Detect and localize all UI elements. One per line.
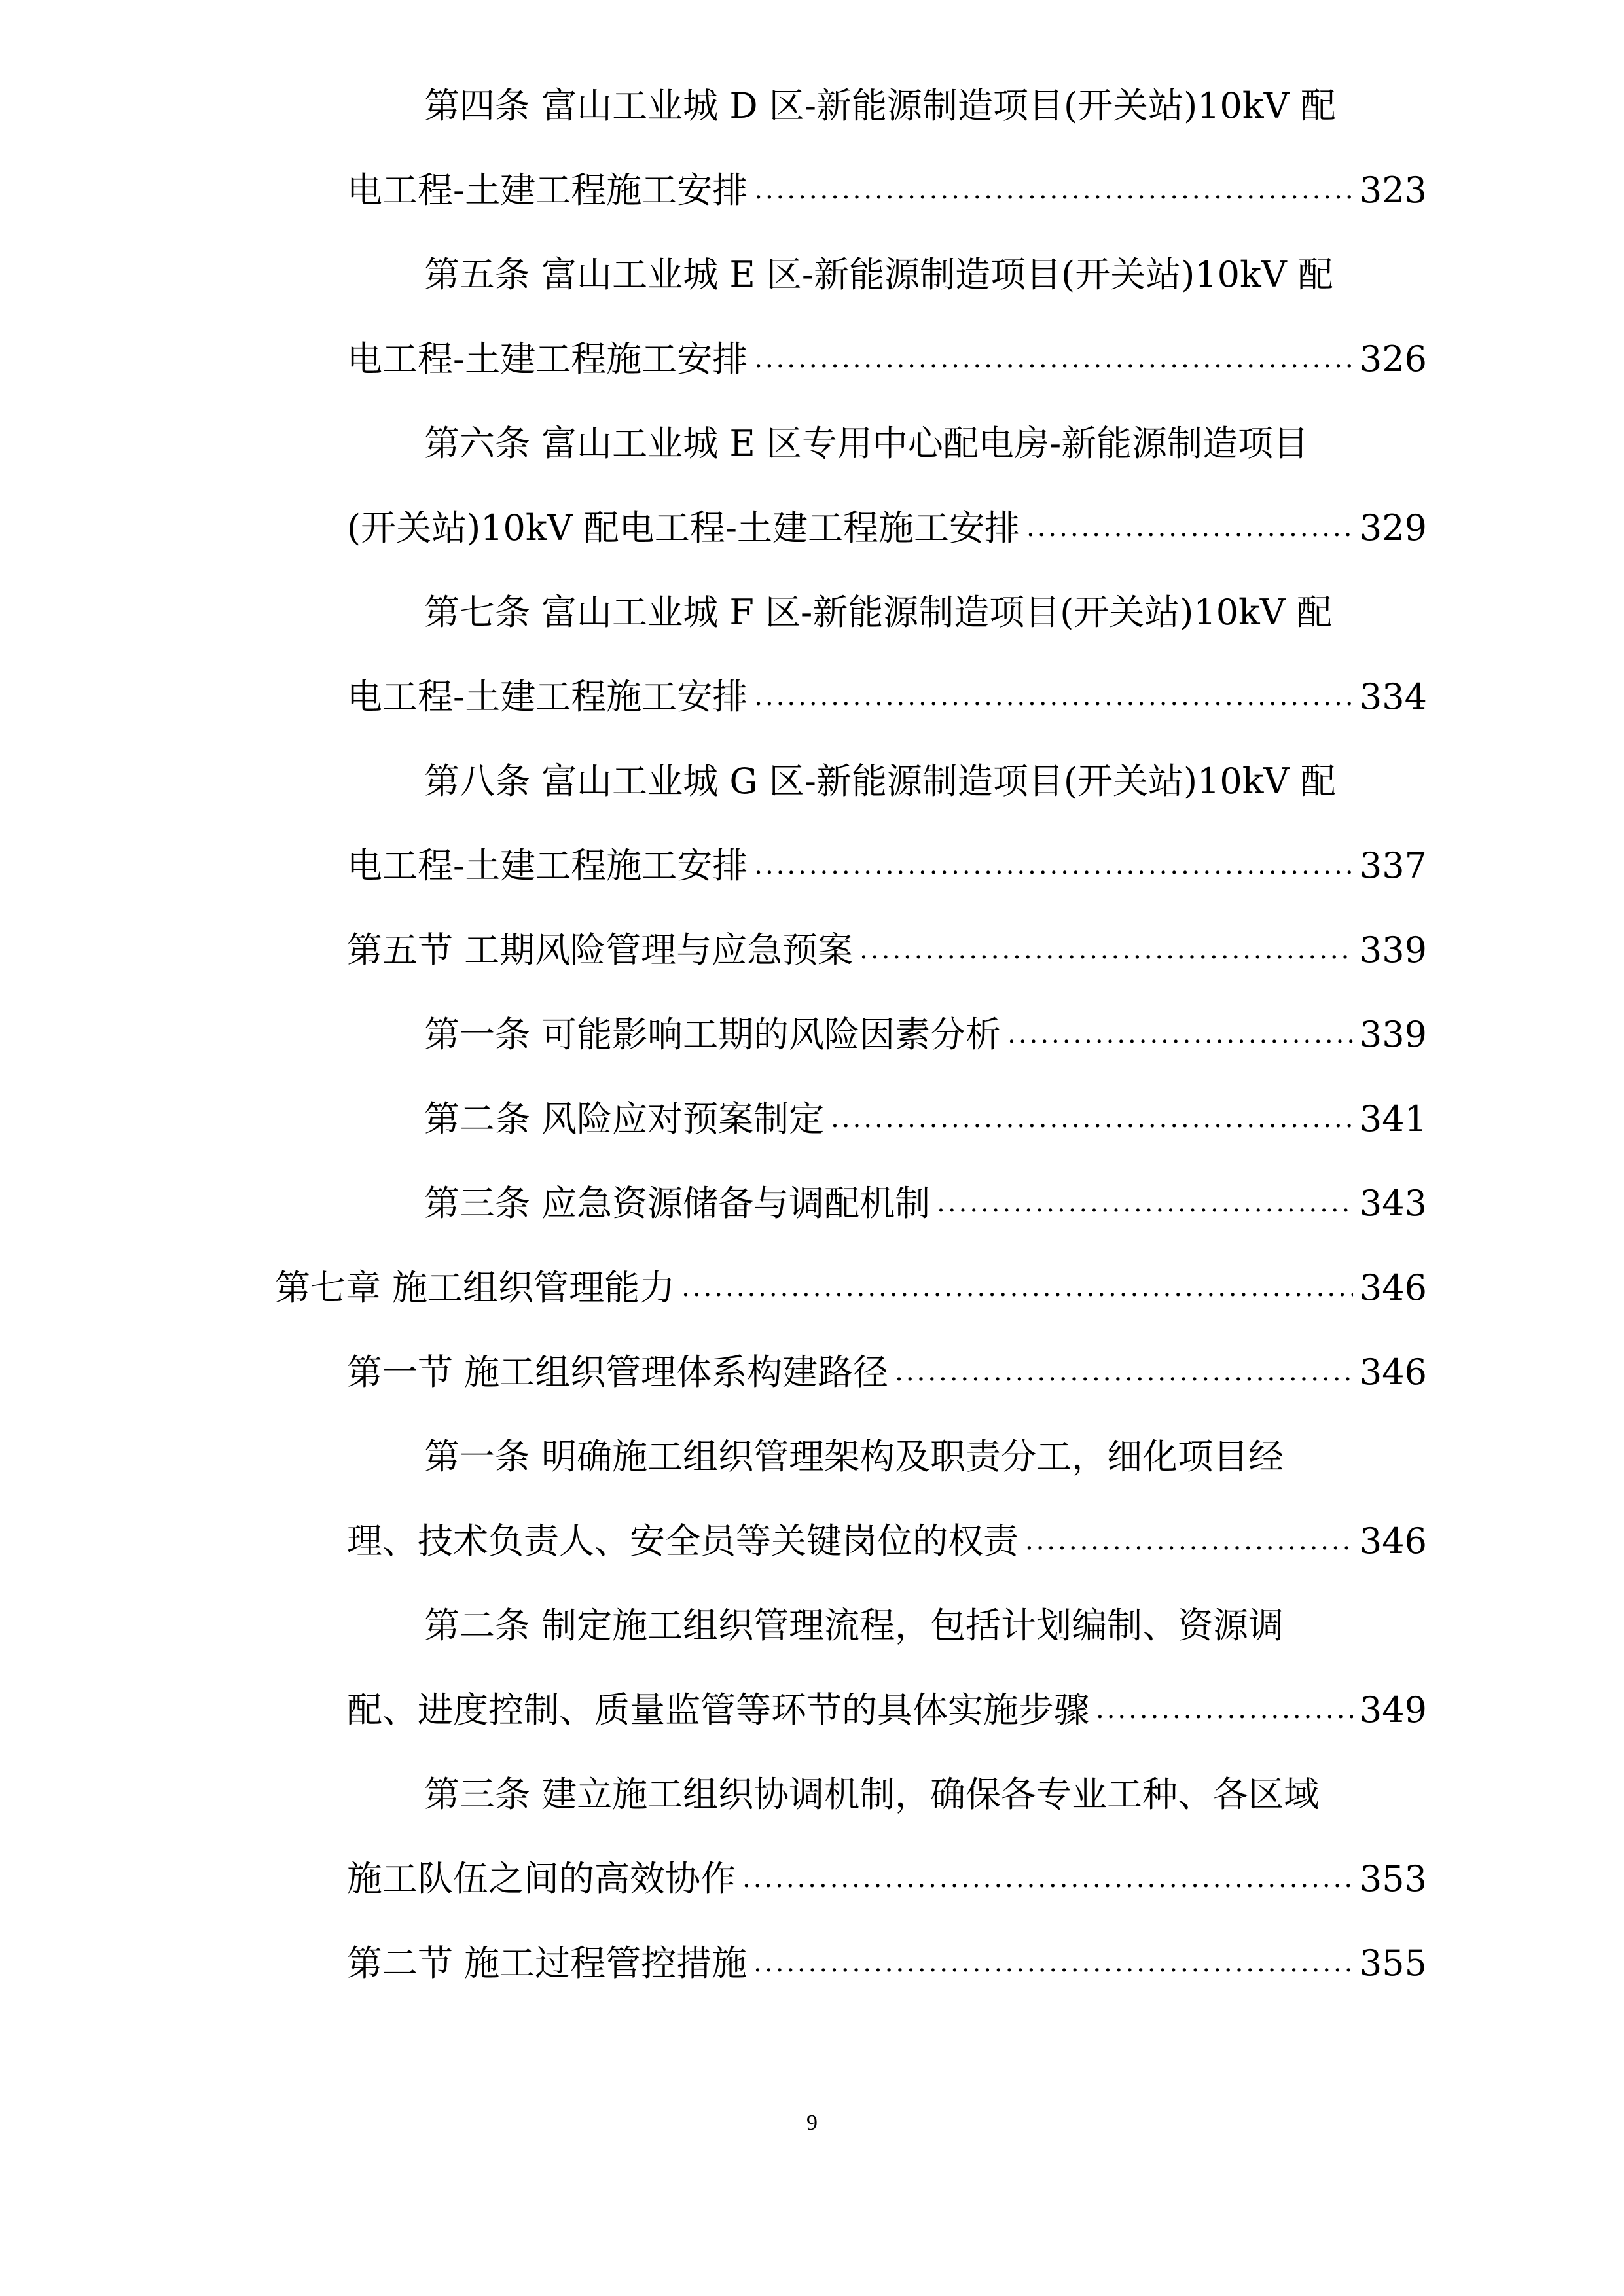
toc-entry-title: 第一节 施工组织管理体系构建路径 [347, 1352, 889, 1393]
toc-article-entry[interactable] [0, 1077, 1427, 1161]
toc-page-number: 343 [1359, 1183, 1427, 1224]
toc-article-entry[interactable] [0, 1161, 1427, 1246]
toc-entry-line[interactable] [0, 1837, 1427, 1921]
toc-page-number: 339 [1359, 1014, 1427, 1055]
toc-entry-title: 电工程-土建工程施工安排 [347, 676, 748, 717]
toc-entry-line[interactable] [0, 401, 1427, 486]
toc-entry-line[interactable] [0, 823, 1427, 908]
dot-leader [754, 148, 1353, 232]
toc-page-number: 346 [1359, 1352, 1427, 1393]
dot-leader [754, 655, 1353, 739]
toc-page-number: 339 [1359, 929, 1427, 971]
toc-entry-line[interactable] [0, 1414, 1427, 1499]
toc-entry-title: 第六条 富山工业城 E 区专用中心配电房-新能源制造项目 [424, 423, 1309, 464]
toc-entry-title: 第三条 应急资源储备与调配机制 [424, 1183, 931, 1224]
toc-article-entry[interactable] [0, 992, 1427, 1077]
dot-leader [754, 317, 1353, 401]
toc-entry-title: 第二节 施工过程管控措施 [347, 1943, 748, 1984]
toc-entry-line[interactable] [0, 63, 1427, 148]
toc-page-number: 349 [1359, 1689, 1427, 1731]
table-of-contents [0, 63, 1624, 2005]
toc-page-number: 346 [1359, 1267, 1427, 1308]
toc-entry-title: 第三条 建立施工组织协调机制，确保各专业工种、各区域 [424, 1774, 1320, 1815]
toc-entry-line[interactable] [0, 1583, 1427, 1668]
toc-section-entry[interactable] [0, 908, 1427, 992]
toc-entry-title: 电工程-土建工程施工安排 [347, 338, 748, 380]
toc-entry-title: 第四条 富山工业城 D 区-新能源制造项目(开关站)10kV 配 [424, 85, 1336, 126]
toc-entry-title: 第七章 施工组织管理能力 [275, 1267, 676, 1308]
dot-leader [742, 1837, 1353, 1921]
toc-entry-line[interactable] [0, 317, 1427, 401]
toc-entry-title: 第二条 制定施工组织管理流程，包括计划编制、资源调 [424, 1605, 1284, 1646]
toc-entry-line[interactable] [0, 1752, 1427, 1837]
dot-leader [1007, 992, 1353, 1077]
toc-page-number: 326 [1359, 338, 1427, 380]
toc-entry-title: 第七条 富山工业城 F 区-新能源制造项目(开关站)10kV 配 [424, 592, 1332, 633]
dot-leader [753, 1921, 1353, 2005]
toc-entry-title: 第二条 风险应对预案制定 [424, 1098, 825, 1139]
toc-page-number: 355 [1359, 1943, 1427, 1984]
toc-section-entry[interactable] [0, 1330, 1427, 1414]
toc-page-number: 329 [1359, 507, 1427, 548]
toc-entry-line[interactable] [0, 570, 1427, 655]
toc-entry-title: 施工队伍之间的高效协作 [347, 1858, 736, 1899]
toc-entry-title: 电工程-土建工程施工安排 [347, 170, 748, 211]
toc-entry-title: 第八条 富山工业城 G 区-新能源制造项目(开关站)10kV 配 [424, 761, 1336, 802]
toc-entry-line[interactable] [0, 655, 1427, 739]
footer-page-number: 9 [806, 2111, 818, 2135]
toc-entry-line[interactable] [0, 739, 1427, 823]
dot-leader [831, 1077, 1353, 1161]
toc-page-number: 353 [1359, 1858, 1427, 1899]
toc-entry-title: (开关站)10kV 配电工程-土建工程施工安排 [347, 507, 1020, 548]
dot-leader [937, 1161, 1353, 1246]
dot-leader [681, 1246, 1353, 1330]
toc-chapter-entry[interactable] [0, 1246, 1427, 1330]
dot-leader [754, 823, 1353, 908]
toc-entry-line[interactable] [0, 1668, 1427, 1752]
toc-page-number: 341 [1359, 1098, 1427, 1139]
toc-entry-title: 电工程-土建工程施工安排 [347, 845, 748, 886]
dot-leader [859, 908, 1353, 992]
dot-leader [1025, 1499, 1353, 1583]
toc-page-number: 323 [1359, 170, 1427, 211]
toc-entry-title: 第五条 富山工业城 E 区-新能源制造项目(开关站)10kV 配 [424, 254, 1333, 295]
toc-page-number: 337 [1359, 845, 1427, 886]
toc-entry-title: 理、技术负责人、安全员等关键岗位的权责 [347, 1520, 1019, 1562]
toc-entry-line[interactable] [0, 486, 1427, 570]
toc-section-entry[interactable] [0, 1921, 1427, 2005]
toc-entry-title: 第一条 可能影响工期的风险因素分析 [424, 1014, 1001, 1055]
dot-leader [1026, 486, 1353, 570]
toc-entry-line[interactable] [0, 232, 1427, 317]
toc-entry-line[interactable] [0, 148, 1427, 232]
toc-entry-title: 第一条 明确施工组织管理架构及职责分工，细化项目经 [424, 1436, 1284, 1477]
toc-entry-line[interactable] [0, 1499, 1427, 1583]
toc-page-number: 346 [1359, 1520, 1427, 1562]
toc-entry-title: 第五节 工期风险管理与应急预案 [347, 929, 854, 971]
toc-entry-title: 配、进度控制、质量监管等环节的具体实施步骤 [347, 1689, 1089, 1731]
toc-page-number: 334 [1359, 676, 1427, 717]
dot-leader [1096, 1668, 1353, 1752]
dot-leader [895, 1330, 1353, 1414]
